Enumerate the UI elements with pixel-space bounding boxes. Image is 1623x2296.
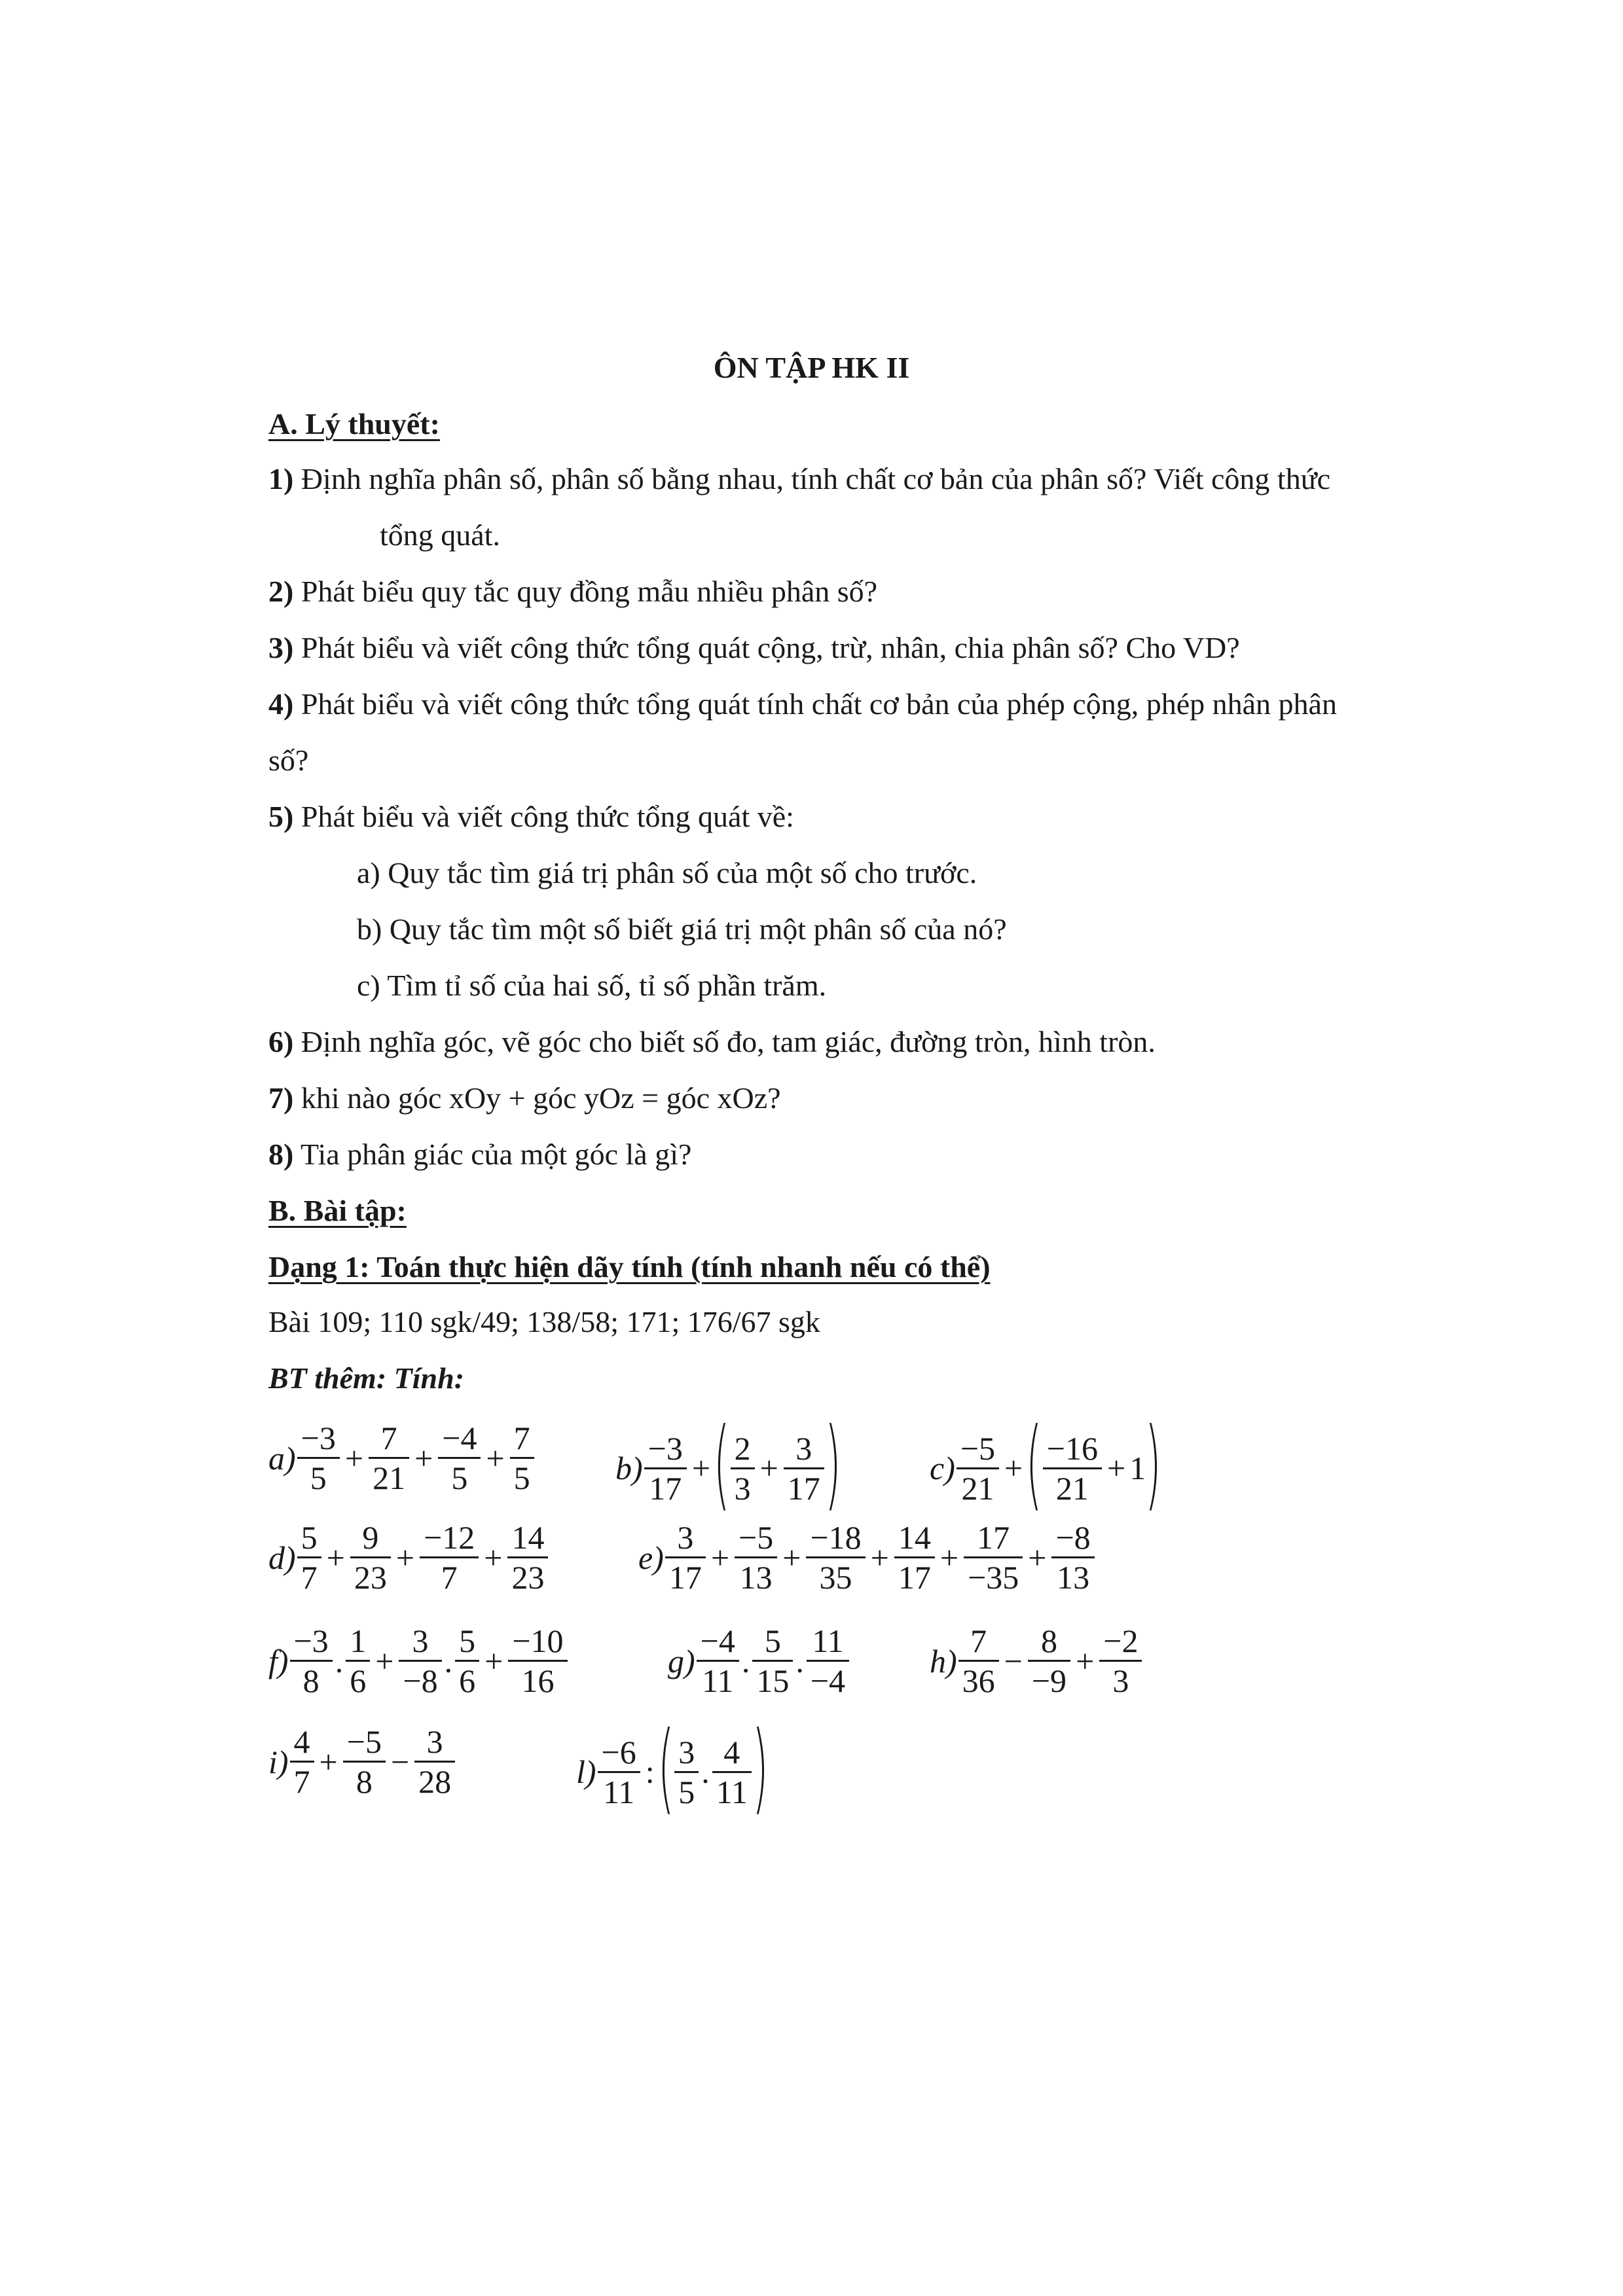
denominator: 21 [373, 1460, 406, 1496]
label: i) [268, 1743, 289, 1780]
expression-g [668, 1622, 850, 1700]
fraction [507, 1518, 548, 1596]
fraction [369, 1419, 409, 1497]
theory-item-6 [268, 1022, 1156, 1062]
item-text: Phát biểu và viết công thức tổng quát cộng, trừ, nhân, chia phân số? Cho VD? [301, 631, 1240, 664]
minus-sign: − [390, 1743, 410, 1780]
denominator: 8 [302, 1662, 319, 1699]
section-a-heading: A. Lý thuyết: [268, 407, 440, 440]
theory-item-3 [268, 628, 1240, 668]
numerator: −2 [1103, 1623, 1139, 1659]
theory-item-7 [268, 1079, 781, 1118]
plus-sign: + [375, 1642, 394, 1679]
expression-f [268, 1622, 569, 1700]
denominator: 8 [356, 1763, 373, 1800]
item-number: 8) [268, 1138, 294, 1171]
denominator: 36 [962, 1662, 995, 1699]
fraction [1099, 1622, 1142, 1700]
label: e) [638, 1539, 664, 1576]
fraction [399, 1622, 441, 1700]
numerator: 3 [795, 1429, 812, 1467]
fraction [297, 1518, 321, 1596]
label: c) [930, 1450, 955, 1486]
denominator: 15 [756, 1662, 790, 1699]
denominator: −8 [403, 1662, 438, 1699]
numerator: −4 [442, 1420, 477, 1456]
theory-item-1 [268, 459, 1330, 499]
denominator: 23 [511, 1559, 545, 1596]
numerator: −18 [810, 1519, 862, 1556]
numerator: −3 [647, 1429, 683, 1467]
numerator: 7 [513, 1420, 530, 1456]
numerator: 14 [511, 1519, 545, 1556]
denominator: −35 [968, 1559, 1019, 1596]
label: b) [615, 1450, 643, 1486]
fraction [297, 1419, 340, 1497]
multiply-dot: . [701, 1753, 710, 1790]
fraction [510, 1419, 534, 1497]
numerator: −5 [739, 1519, 774, 1556]
fraction [343, 1723, 386, 1801]
plus-sign: + [782, 1539, 801, 1576]
denominator: 13 [739, 1559, 773, 1596]
denominator: −9 [1031, 1662, 1067, 1699]
fraction [508, 1622, 567, 1700]
right-paren: ) [1145, 1407, 1161, 1521]
plus-sign: + [344, 1439, 364, 1477]
denominator: 5 [678, 1773, 695, 1810]
numerator: −6 [601, 1733, 636, 1770]
denominator: 13 [1057, 1559, 1090, 1596]
label: l) [576, 1753, 596, 1790]
denominator: 6 [459, 1662, 476, 1699]
item-number: 3) [268, 631, 294, 664]
plus-sign: + [710, 1539, 730, 1576]
numerator: 5 [301, 1519, 318, 1556]
fraction [674, 1733, 699, 1811]
numerator: 5 [459, 1623, 476, 1659]
denominator: 21 [961, 1469, 994, 1507]
denominator: 35 [819, 1559, 852, 1596]
numerator: 11 [812, 1623, 844, 1659]
denominator: 7 [301, 1559, 318, 1596]
fraction [712, 1733, 752, 1811]
denominator: 3 [1112, 1662, 1129, 1699]
denominator: 5 [513, 1460, 530, 1496]
expression-d [268, 1518, 549, 1596]
left-paren: ( [657, 1711, 674, 1825]
fraction [752, 1622, 793, 1700]
fraction [290, 1723, 314, 1801]
fraction [807, 1622, 849, 1700]
numerator: 4 [723, 1733, 740, 1770]
fraction [346, 1622, 370, 1700]
plus-sign: + [1106, 1450, 1126, 1486]
fraction [1028, 1622, 1070, 1700]
plus-sign: + [484, 1539, 503, 1576]
fraction [644, 1429, 687, 1507]
numerator: 17 [977, 1519, 1010, 1556]
fraction [438, 1419, 481, 1497]
constant: 1 [1129, 1450, 1146, 1486]
item-number: 1) [268, 462, 294, 495]
theory-item-4-continued: số? [268, 744, 309, 777]
expression-l [576, 1711, 769, 1825]
plus-sign: + [870, 1539, 889, 1576]
numerator: −12 [424, 1519, 475, 1556]
label: g) [668, 1642, 695, 1679]
numerator: 2 [734, 1429, 751, 1467]
right-paren: ) [824, 1407, 841, 1521]
plus-sign: + [486, 1439, 505, 1477]
right-paren: ) [752, 1711, 769, 1825]
item-number: 5) [268, 800, 294, 833]
item-number: 4) [268, 687, 294, 721]
multiply-dot: . [335, 1642, 344, 1679]
numerator: −3 [301, 1420, 336, 1456]
expression-a [268, 1419, 536, 1497]
fraction [697, 1622, 739, 1700]
sub-item-a: a) Quy tắc tìm giá trị phân số của một số cho trước. [357, 856, 977, 889]
multiply-dot: . [444, 1642, 453, 1679]
fraction [957, 1429, 999, 1507]
item-number: 7) [268, 1081, 294, 1115]
divide-sign: : [645, 1753, 655, 1790]
item-text: Tia phân giác của một góc là gì? [301, 1138, 692, 1171]
fraction [735, 1518, 777, 1596]
label: h) [930, 1642, 957, 1679]
label: a) [268, 1439, 296, 1477]
theory-item-5 [268, 797, 794, 836]
numerator: −5 [960, 1429, 996, 1467]
fraction [731, 1429, 755, 1507]
fraction [350, 1518, 391, 1596]
multiply-dot: . [741, 1642, 750, 1679]
item-text: khi nào góc xOy + góc yOz = góc xOz? [301, 1081, 781, 1115]
denominator: 11 [702, 1662, 734, 1699]
item-number: 6) [268, 1025, 294, 1058]
numerator: −5 [346, 1723, 382, 1760]
extra-exercise-heading: BT thêm: Tính: [268, 1361, 465, 1395]
item-text: Phát biểu và viết công thức tổng quát tính chất cơ bản của phép cộng, phép nhân phân [301, 687, 1337, 721]
numerator: −3 [293, 1623, 329, 1659]
denominator: 3 [734, 1469, 751, 1507]
fraction [598, 1733, 640, 1811]
plus-sign: + [1028, 1539, 1047, 1576]
numerator: −8 [1055, 1519, 1091, 1556]
denominator: 5 [310, 1460, 327, 1496]
fraction [414, 1723, 455, 1801]
sub-item-c: c) Tìm tỉ số của hai số, tỉ số phần trăm. [357, 969, 827, 1002]
theory-item-2 [268, 572, 877, 611]
theory-item-8 [268, 1135, 691, 1174]
numerator: 1 [350, 1623, 367, 1659]
denominator: 17 [668, 1559, 702, 1596]
plus-sign: + [414, 1439, 433, 1477]
item-text: Phát biểu quy tắc quy đồng mẫu nhiều phân số? [301, 575, 878, 608]
numerator: 4 [293, 1723, 310, 1760]
fraction [958, 1622, 999, 1700]
plus-sign: + [484, 1642, 503, 1679]
left-paren: ( [1026, 1407, 1042, 1521]
item-text: Định nghĩa góc, vẽ góc cho biết số đo, tam giác, đường tròn, hình tròn. [301, 1025, 1156, 1058]
expression-e [638, 1518, 1096, 1596]
plus-sign: + [326, 1539, 345, 1576]
numerator: −10 [512, 1623, 564, 1659]
plus-sign: + [759, 1450, 778, 1486]
denominator: 28 [418, 1763, 452, 1800]
label: d) [268, 1539, 296, 1576]
page-title: ÔN TẬP HK II [713, 351, 910, 384]
plus-sign: + [395, 1539, 415, 1576]
plus-sign: + [691, 1450, 711, 1486]
section-b-heading: B. Bài tập: [268, 1194, 407, 1227]
theory-item-4 [268, 685, 1337, 724]
plus-sign: + [1004, 1450, 1023, 1486]
left-paren: ( [714, 1407, 730, 1521]
minus-sign: − [1004, 1642, 1023, 1679]
sub-item-b: b) Quy tắc tìm một số biết giá trị một phân số của nó? [357, 912, 1007, 946]
expression-c [930, 1407, 1161, 1521]
plus-sign: + [319, 1743, 338, 1780]
multiply-dot: . [795, 1642, 804, 1679]
denominator: 7 [441, 1559, 458, 1596]
plus-sign: + [1076, 1642, 1095, 1679]
fraction [420, 1518, 479, 1596]
fraction [665, 1518, 706, 1596]
denominator: 21 [1055, 1469, 1089, 1507]
fraction [894, 1518, 935, 1596]
item-number: 2) [268, 575, 294, 608]
numerator: 3 [426, 1723, 443, 1760]
numerator: 7 [380, 1420, 397, 1456]
denominator: 7 [293, 1763, 310, 1800]
denominator: 23 [354, 1559, 387, 1596]
numerator: 9 [362, 1519, 379, 1556]
denominator: 6 [350, 1662, 367, 1699]
numerator: −16 [1046, 1429, 1098, 1467]
fraction [964, 1518, 1023, 1596]
fraction [806, 1518, 865, 1596]
denominator: 16 [521, 1662, 555, 1699]
numerator: 14 [898, 1519, 931, 1556]
item-text: Định nghĩa phân số, phân số bằng nhau, tính chất cơ bản của phân số? Viết công thức [301, 462, 1331, 495]
dang1-heading: Dạng 1: Toán thực hiện dãy tính (tính nhanh nếu có thể) [268, 1250, 991, 1283]
fraction [1043, 1429, 1102, 1507]
fraction [290, 1622, 333, 1700]
expression-h [930, 1622, 1143, 1700]
denominator: −4 [810, 1662, 846, 1699]
expression-b [615, 1407, 841, 1521]
fraction [1051, 1518, 1094, 1596]
denominator: 17 [787, 1469, 820, 1507]
fraction [784, 1429, 824, 1507]
expression-i [268, 1723, 456, 1801]
fraction [455, 1622, 479, 1700]
denominator: 5 [451, 1460, 468, 1496]
numerator: 3 [677, 1519, 694, 1556]
theory-item-1-continued: tổng quát. [380, 518, 500, 552]
denominator: 17 [649, 1469, 682, 1507]
denominator: 11 [603, 1773, 635, 1810]
numerator: 7 [970, 1623, 987, 1659]
exercise-list: Bài 109; 110 sgk/49; 138/58; 171; 176/67 sgk [268, 1305, 820, 1338]
numerator: −4 [700, 1623, 735, 1659]
numerator: 8 [1040, 1623, 1057, 1659]
numerator: 3 [678, 1733, 695, 1770]
numerator: 5 [764, 1623, 781, 1659]
numerator: 3 [412, 1623, 429, 1659]
plus-sign: + [939, 1539, 959, 1576]
denominator: 17 [898, 1559, 931, 1596]
denominator: 11 [716, 1773, 748, 1810]
label: f) [268, 1642, 289, 1679]
item-text: Phát biểu và viết công thức tổng quát về: [301, 800, 794, 833]
